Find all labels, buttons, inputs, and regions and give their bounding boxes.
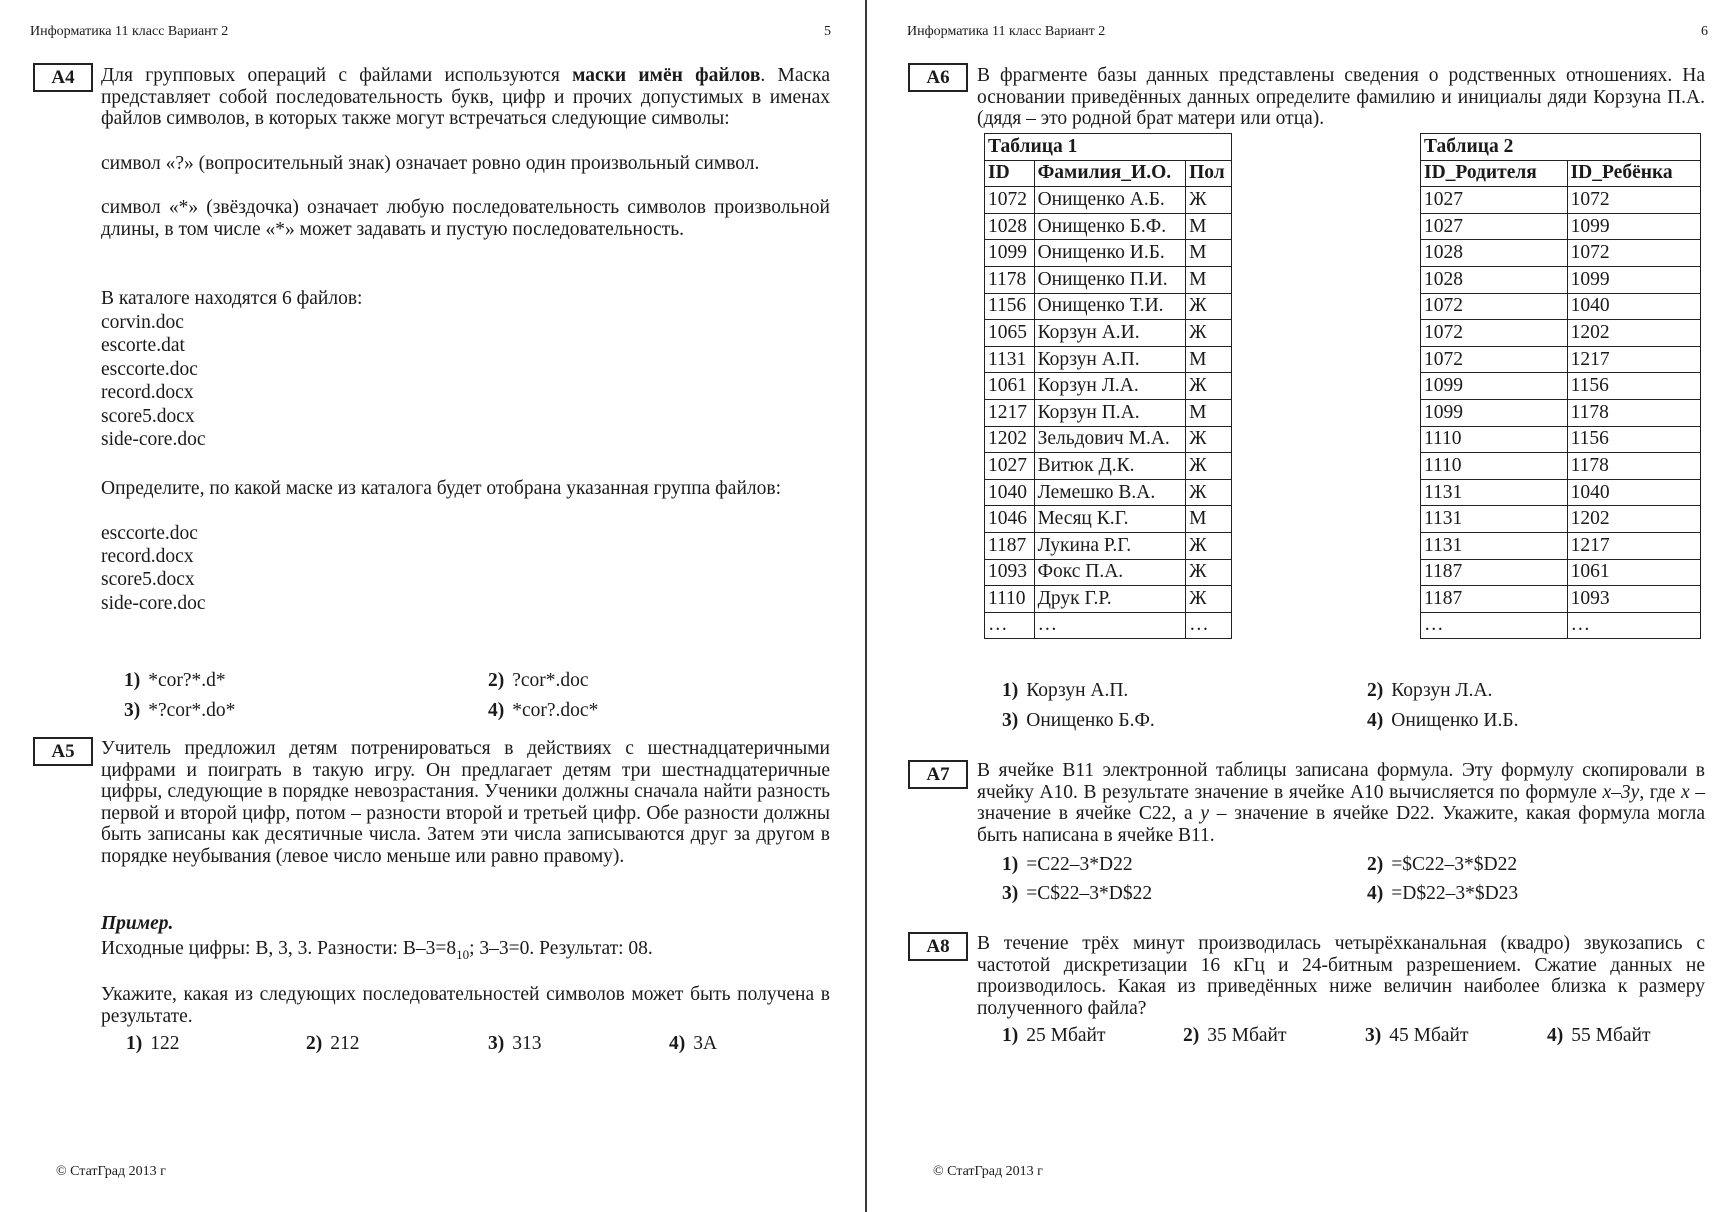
table-row	[1421, 426, 1701, 453]
a7-formula: x–3y	[1602, 781, 1640, 803]
table-cell: 1040	[1567, 293, 1700, 320]
option-text: Онищенко Б.Ф.	[1026, 710, 1155, 731]
option-text: 122	[150, 1033, 180, 1054]
option-number: 1)	[126, 1033, 143, 1054]
option-number: 4)	[488, 700, 505, 721]
table-cell: 1187	[985, 532, 1035, 559]
a4-intro-text: Для групповых операций с файлами используются	[101, 65, 573, 86]
table-cell: Ж	[1186, 293, 1232, 320]
table-cell: М	[1186, 506, 1232, 533]
right-page	[867, 0, 1733, 1212]
table-row	[1421, 187, 1701, 214]
table-row	[1421, 240, 1701, 267]
table-title: Таблица 2	[1421, 134, 1701, 161]
column-header: Пол	[1186, 160, 1232, 187]
table-cell: Зельдович М.А.	[1034, 426, 1186, 453]
file-item: score5.docx	[101, 406, 195, 427]
table-row	[985, 213, 1232, 240]
a7-option-4	[1367, 883, 1518, 905]
a4-option-4	[488, 700, 598, 722]
table-row	[985, 479, 1232, 506]
table-cell: 1099	[1567, 213, 1700, 240]
option-number: 2)	[1367, 854, 1384, 875]
table-cell: 1131	[985, 346, 1035, 373]
table-cell: 1040	[1567, 479, 1700, 506]
table-cell: 1217	[1567, 346, 1700, 373]
table-row	[985, 187, 1232, 214]
a7-text-part: – значение в ячейке C22, а	[977, 781, 1706, 824]
table-cell: 1131	[1421, 506, 1568, 533]
option-text: 45 Мбайт	[1389, 1025, 1469, 1046]
a6-option-3	[1002, 710, 1155, 732]
a7-variable-y: y	[1200, 803, 1210, 824]
file-item: esccorte.doc	[101, 359, 198, 380]
table-2-body	[1421, 187, 1701, 639]
selected-file: side-core.doc	[101, 593, 206, 614]
task-label-a4: A4	[33, 63, 93, 92]
a8-option-1	[1002, 1025, 1106, 1047]
table-cell: М	[1186, 399, 1232, 426]
page-number: 6	[1701, 24, 1708, 39]
option-number: 1)	[1002, 1025, 1019, 1046]
table-row	[985, 426, 1232, 453]
table-cell: 1072	[1421, 320, 1568, 347]
page-footer: © СтатГрад 2013 г	[56, 1164, 166, 1179]
selected-file: score5.docx	[101, 569, 195, 590]
table-cell: 1027	[985, 453, 1035, 480]
table-cell: Ж	[1186, 559, 1232, 586]
option-number: 4)	[1367, 883, 1384, 904]
table-row	[1421, 213, 1701, 240]
option-number: 4)	[1547, 1025, 1564, 1046]
a7-text-part: В ячейке B11 электронной таблицы записана формула. Эту формулу скопировали в ячейку A10. В результате значение в ячейке A10 вычисляется по формуле	[977, 760, 1705, 803]
a7-option-3	[1002, 883, 1152, 905]
option-number: 2)	[1367, 680, 1384, 701]
option-number: 3)	[1365, 1025, 1382, 1046]
option-text: Корзун Л.А.	[1391, 680, 1493, 701]
table-cell: 1187	[1421, 559, 1568, 586]
table-row	[1421, 532, 1701, 559]
a7-text	[977, 760, 1705, 846]
table-row	[1421, 373, 1701, 400]
table-cell: Лукина Р.Г.	[1034, 532, 1186, 559]
left-page	[0, 0, 865, 1212]
table-cell: Ж	[1186, 479, 1232, 506]
table-cell: Ж	[1186, 373, 1232, 400]
option-number: 2)	[488, 670, 505, 691]
option-text: 212	[330, 1033, 360, 1054]
table-cell: 1065	[985, 320, 1035, 347]
table-row	[1421, 559, 1701, 586]
a7-text-part: , где	[1639, 781, 1681, 803]
table-cell: Корзун А.И.	[1034, 320, 1186, 347]
option-text: 55 Мбайт	[1571, 1025, 1651, 1046]
a6-option-4	[1367, 710, 1518, 732]
option-number: 1)	[1002, 680, 1019, 701]
table-cell: …	[985, 612, 1035, 639]
a7-option-1	[1002, 854, 1133, 876]
option-text: =C22–3*D22	[1026, 854, 1133, 875]
table-cell: Месяц К.Г.	[1034, 506, 1186, 533]
table-row	[985, 612, 1232, 639]
table-row	[1421, 320, 1701, 347]
page-number: 5	[824, 24, 831, 39]
table-row	[985, 399, 1232, 426]
table-row	[985, 240, 1232, 267]
table-cell: 1061	[1567, 559, 1700, 586]
table-cell: Онищенко Т.И.	[1034, 293, 1186, 320]
table-row	[985, 586, 1232, 613]
table-row	[985, 559, 1232, 586]
option-text: 313	[512, 1033, 542, 1054]
table-cell: 1099	[985, 240, 1035, 267]
page-header: Информатика 11 класс Вариант 2	[30, 24, 229, 39]
table-cell: 1178	[985, 266, 1035, 293]
option-text: 3A	[693, 1033, 718, 1054]
option-number: 1)	[1002, 854, 1019, 875]
table-row	[985, 506, 1232, 533]
a5-example-text: Исходные цифры: B, 3, 3. Разности: B–3=8	[101, 938, 457, 959]
table-cell: Онищенко П.И.	[1034, 266, 1186, 293]
a5-option-2	[306, 1033, 360, 1055]
a4-option-1	[124, 670, 226, 692]
file-item: corvin.doc	[101, 312, 184, 333]
table-cell: 1093	[1567, 586, 1700, 613]
a4-question: Определите, по какой маске из каталога будет отобрана указанная группа файлов:	[101, 478, 782, 499]
a5-example	[101, 938, 653, 965]
a5-example-subscript: 10	[456, 946, 470, 962]
table-row	[1421, 506, 1701, 533]
table-row	[985, 266, 1232, 293]
table-row	[985, 532, 1232, 559]
table-cell: 1072	[1567, 240, 1700, 267]
table-cell: М	[1186, 240, 1232, 267]
option-text: *cor?.doc*	[512, 700, 599, 721]
table-cell: 1099	[1567, 266, 1700, 293]
a7-text-part: – значение в ячейке D22. Укажите, какая формула могла быть написана в ячейке B11.	[977, 803, 1705, 846]
table-cell: 1061	[985, 373, 1035, 400]
a8-text: В течение трёх минут производилась четырёхканальная (квадро) звукозапись с частотой дискретизации 16 кГц и 24-битным разрешением. Сжатие данных не производилось. Какая из приведённых ниже величин наиболее близка к размеру полученного файла?	[977, 933, 1705, 1019]
table-cell: 1156	[1567, 373, 1700, 400]
option-number: 3)	[488, 1033, 505, 1054]
table-cell: 1156	[985, 293, 1035, 320]
table-cell: …	[1421, 612, 1568, 639]
table-cell: М	[1186, 213, 1232, 240]
table-cell: 1156	[1567, 426, 1700, 453]
table-cell: М	[1186, 266, 1232, 293]
table-row	[1421, 586, 1701, 613]
table-cell: 1202	[1567, 506, 1700, 533]
option-text: ?cor*.doc	[512, 670, 589, 691]
a5-example-text-end: ; 3–3=0. Результат: 08.	[469, 938, 653, 959]
a4-catalog-title: В каталоге находятся 6 файлов:	[101, 288, 363, 309]
table-row	[985, 453, 1232, 480]
table-row	[985, 320, 1232, 347]
a8-option-3	[1365, 1025, 1469, 1047]
table-cell: 1028	[1421, 266, 1568, 293]
table-cell: 1027	[1421, 187, 1568, 214]
column-header: ID_Ребёнка	[1567, 160, 1700, 187]
table-row	[1421, 479, 1701, 506]
table-cell: 1027	[1421, 213, 1568, 240]
a5-question: Укажите, какая из следующих последовательностей символов может быть получена в результате.	[101, 984, 830, 1027]
table-cell: Онищенко Б.Ф.	[1034, 213, 1186, 240]
table-cell: 1099	[1421, 399, 1568, 426]
a4-option-3	[124, 700, 235, 722]
a4-intro	[101, 65, 830, 130]
task-label-a6: A6	[908, 63, 968, 92]
table-cell: Корзун Л.А.	[1034, 373, 1186, 400]
selected-file: record.docx	[101, 546, 194, 567]
table-cell: 1072	[1421, 346, 1568, 373]
table-cell: 1178	[1567, 399, 1700, 426]
a4-option-2	[488, 670, 589, 692]
table-cell: 1072	[1567, 187, 1700, 214]
table-cell: Лемешко В.А.	[1034, 479, 1186, 506]
table-cell: 1110	[985, 586, 1035, 613]
task-label-a8: A8	[908, 932, 968, 961]
a6-text: В фрагменте базы данных представлены сведения о родственных отношениях. На основании приведённых данных определите фамилию и инициалы дяди Корзуна П.А. (дядя – это родной брат матери или отца).	[977, 65, 1705, 129]
a6-option-1	[1002, 680, 1128, 702]
table-cell: 1131	[1421, 532, 1568, 559]
table-cell: 1099	[1421, 373, 1568, 400]
a4-intro-bold: маски имён файлов	[572, 65, 761, 86]
option-text: =$C22–3*$D22	[1391, 854, 1518, 875]
option-text: *?cor*.do*	[148, 700, 236, 721]
table-title: Таблица 1	[985, 134, 1232, 161]
file-item: side-core.doc	[101, 429, 206, 450]
table-cell: Ж	[1186, 426, 1232, 453]
table-cell: 1040	[985, 479, 1035, 506]
table-cell: Друк Г.Р.	[1034, 586, 1186, 613]
a4-rule-question-mark: символ «?» (вопросительный знак) означает ровно один произвольный символ.	[101, 153, 760, 174]
table-cell: Фокс П.А.	[1034, 559, 1186, 586]
option-number: 2)	[1183, 1025, 1200, 1046]
table-row	[985, 373, 1232, 400]
a7-variable-x: x	[1681, 781, 1690, 803]
table-cell: Онищенко И.Б.	[1034, 240, 1186, 267]
table-cell: 1046	[985, 506, 1035, 533]
column-header: ID	[985, 160, 1035, 187]
table-cell: Витюк Д.К.	[1034, 453, 1186, 480]
option-text: Корзун А.П.	[1026, 680, 1129, 701]
file-item: record.docx	[101, 382, 194, 403]
table-cell: 1178	[1567, 453, 1700, 480]
table-row	[985, 346, 1232, 373]
option-number: 3)	[1002, 710, 1019, 731]
a8-option-2	[1183, 1025, 1287, 1047]
table-1-body	[985, 187, 1232, 639]
table-cell: …	[1034, 612, 1186, 639]
table-row	[1421, 293, 1701, 320]
table-cell: 1110	[1421, 453, 1568, 480]
file-item: escorte.dat	[101, 335, 185, 356]
a4-rule-star: символ «*» (звёздочка) означает любую последовательность символов произвольной длины, в том числе «*» может задавать и пустую последовательность.	[101, 197, 830, 240]
option-number: 4)	[669, 1033, 686, 1054]
table-cell: 1217	[985, 399, 1035, 426]
option-number: 3)	[1002, 883, 1019, 904]
a5-option-1	[126, 1033, 180, 1055]
option-text: =D$22–3*$D23	[1391, 883, 1519, 904]
table-cell: 1202	[1567, 320, 1700, 347]
a5-option-4	[669, 1033, 717, 1055]
page-footer: © СтатГрад 2013 г	[933, 1164, 1043, 1179]
selected-file: esccorte.doc	[101, 523, 198, 544]
a5-option-3	[488, 1033, 542, 1055]
table-cell: 1028	[1421, 240, 1568, 267]
table-1	[984, 133, 1232, 639]
table-cell: Корзун А.П.	[1034, 346, 1186, 373]
table-row	[985, 293, 1232, 320]
table-cell: Ж	[1186, 532, 1232, 559]
table-row	[1421, 612, 1701, 639]
table-cell: 1202	[985, 426, 1035, 453]
option-text: Онищенко И.Б.	[1391, 710, 1519, 731]
table-cell: 1131	[1421, 479, 1568, 506]
table-cell: Корзун П.А.	[1034, 399, 1186, 426]
table-cell: 1072	[1421, 293, 1568, 320]
option-number: 4)	[1367, 710, 1384, 731]
a8-option-4	[1547, 1025, 1651, 1047]
option-text: 35 Мбайт	[1207, 1025, 1287, 1046]
a4-intro-text-end: . Маска представляет собой последовательность букв, цифр и прочих допустимых в именах файлов символов, в которых также могут встречаться следующие символы:	[101, 65, 830, 129]
table-row	[1421, 453, 1701, 480]
table-cell: 1187	[1421, 586, 1568, 613]
table-cell: Ж	[1186, 187, 1232, 214]
a5-example-title: Пример.	[101, 913, 174, 934]
table-row	[1421, 266, 1701, 293]
a6-option-2	[1367, 680, 1492, 702]
a7-option-2	[1367, 854, 1517, 876]
option-text: 25 Мбайт	[1026, 1025, 1106, 1046]
option-number: 1)	[124, 670, 141, 691]
table-row	[1421, 346, 1701, 373]
option-text: *cor?*.d*	[148, 670, 226, 691]
table-cell: Онищенко А.Б.	[1034, 187, 1186, 214]
table-cell: …	[1567, 612, 1700, 639]
option-number: 2)	[306, 1033, 323, 1054]
option-number: 3)	[124, 700, 141, 721]
table-cell: 1093	[985, 559, 1035, 586]
column-header: Фамилия_И.О.	[1034, 160, 1186, 187]
table-cell: 1072	[985, 187, 1035, 214]
table-cell: Ж	[1186, 320, 1232, 347]
table-cell: 1028	[985, 213, 1035, 240]
table-2	[1420, 133, 1701, 639]
table-cell: 1217	[1567, 532, 1700, 559]
table-cell: М	[1186, 346, 1232, 373]
table-cell: …	[1186, 612, 1232, 639]
table-cell: 1110	[1421, 426, 1568, 453]
page-header: Информатика 11 класс Вариант 2	[907, 24, 1106, 39]
option-text: =C$22–3*D$22	[1026, 883, 1153, 904]
table-row	[1421, 399, 1701, 426]
table-cell: Ж	[1186, 586, 1232, 613]
a5-text: Учитель предложил детям потренироваться в действиях с шестнадцатеричными цифрами и поиграть в такую игру. Он предлагает детям три шестнадцатеричные цифры, следующие в порядке невозрастания. Ученики должны сначала найти разность первой и второй цифр, потом – разности второй и третьей цифр. Обе разности должны быть записаны как десятичные числа. Затем эти числа записываются друг за другом в порядке неубывания (левое число меньше или равно правому).	[101, 738, 830, 867]
task-label-a7: A7	[908, 760, 968, 789]
column-header: ID_Родителя	[1421, 160, 1568, 187]
task-label-a5: A5	[33, 737, 93, 766]
table-cell: Ж	[1186, 453, 1232, 480]
